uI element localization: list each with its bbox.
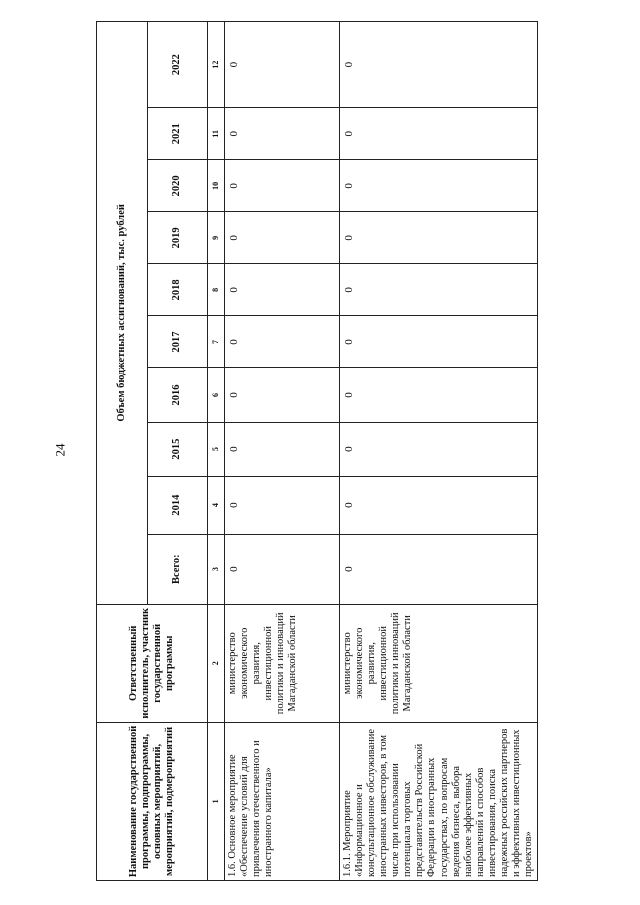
column-number: 9 — [208, 212, 225, 264]
column-number: 6 — [208, 368, 225, 422]
row-name: 1.6.1. Мероприятие «Информационное и консультационное обслуживание иностранных инвесторов, в том числе при использовании потенциала торговых представительств Российской Федерации в иностранных государствах, по вопросам ведения бизнеса, выбора наиболее эффективных направлений и способов инвестирования, поиска надежных российских партнеров и эффективных инвестиционных проектов» — [340, 722, 538, 880]
column-number: 5 — [208, 422, 225, 476]
row-value: 0 — [225, 160, 340, 212]
header-executor: Ответственный исполнитель, участник государственной программы — [97, 604, 208, 722]
header-total: Всего: — [148, 534, 208, 604]
column-number: 7 — [208, 316, 225, 368]
header-year: 2014 — [148, 476, 208, 534]
header-year: 2022 — [148, 22, 208, 108]
row-value: 0 — [225, 108, 340, 160]
page-number-text: 24 — [52, 443, 67, 457]
column-number: 10 — [208, 160, 225, 212]
row-value: 0 — [225, 422, 340, 476]
header-budget-group: Объем бюджетных ассигнований, тыс. рублей — [97, 22, 148, 605]
row-value: 0 — [340, 422, 538, 476]
row-value: 0 — [340, 316, 538, 368]
row-value: 0 — [225, 368, 340, 422]
row-value: 0 — [340, 22, 538, 108]
row-executor: министерство экономического развития, инвестиционной политики и инноваций Магаданской области — [225, 604, 340, 722]
budget-table — [96, 21, 538, 881]
row-value: 0 — [340, 264, 538, 316]
row-value: 0 — [340, 108, 538, 160]
header-year: 2016 — [148, 368, 208, 422]
column-number: 2 — [208, 604, 225, 722]
row-executor: министерство экономического развития, инвестиционной политики и инноваций Магаданской области — [340, 604, 538, 722]
column-number: 12 — [208, 22, 225, 108]
column-number-row — [208, 22, 225, 881]
column-number: 8 — [208, 264, 225, 316]
row-value: 0 — [225, 316, 340, 368]
row-total: 0 — [225, 534, 340, 604]
row-value: 0 — [340, 476, 538, 534]
header-year: 2015 — [148, 422, 208, 476]
column-number: 3 — [208, 534, 225, 604]
column-number: 11 — [208, 108, 225, 160]
header-year: 2021 — [148, 108, 208, 160]
row-value: 0 — [225, 264, 340, 316]
row-value: 0 — [225, 476, 340, 534]
header-year: 2019 — [148, 212, 208, 264]
header-year: 2018 — [148, 264, 208, 316]
row-name: 1.6. Основное мероприятие «Обеспечение условий для привлечения отечественного и иностранного капитала» — [225, 722, 340, 880]
column-number: 1 — [208, 722, 225, 880]
row-total: 0 — [340, 534, 538, 604]
row-value: 0 — [225, 212, 340, 264]
table-row — [340, 22, 538, 881]
header-year: 2020 — [148, 160, 208, 212]
header-row-top — [97, 22, 148, 881]
header-name: Наименование государственной программы, подпрограммы, основных мероприятий, мероприятий, подмероприятий — [97, 722, 208, 880]
row-value: 0 — [225, 22, 340, 108]
column-number: 4 — [208, 476, 225, 534]
budget-table-container — [96, 21, 534, 881]
table-row — [225, 22, 340, 881]
row-value: 0 — [340, 368, 538, 422]
header-year: 2017 — [148, 316, 208, 368]
row-value: 0 — [340, 212, 538, 264]
row-value: 0 — [340, 160, 538, 212]
